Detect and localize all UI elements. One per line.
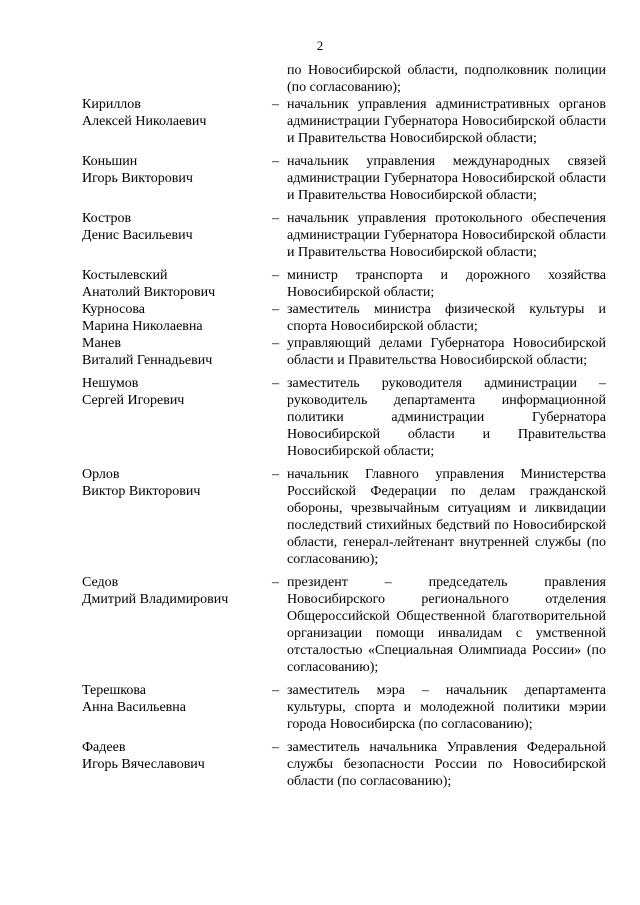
list-item bbox=[82, 301, 606, 335]
person-name bbox=[82, 682, 262, 716]
person-position: начальник управления административных органов администрации Губернатора Новосибирской области и Правительства Новосибирской области; bbox=[287, 97, 606, 146]
list-item bbox=[82, 96, 606, 147]
person-surname: Терешкова bbox=[82, 683, 146, 698]
person-first-name: Дмитрий Владимирович bbox=[82, 592, 229, 607]
person-position: президент – председатель правления Новосибирского регионального отделения Общероссийской Общественной благотворительной организации помощи инвалидам с умственной отсталостью «Специальная Олимпиада России» (по согласованию); bbox=[287, 575, 606, 675]
list-item bbox=[82, 574, 606, 676]
person-position: управляющий делами Губернатора Новосибирской области и Правительства Новосибирской области; bbox=[287, 336, 606, 368]
person-position: заместитель начальника Управления Федеральной службы безопасности России по Новосибирской области (по согласованию); bbox=[287, 740, 606, 789]
person-first-name: Марина Николаевна bbox=[82, 319, 203, 334]
list-item bbox=[82, 375, 606, 460]
dash-separator: – bbox=[272, 575, 279, 590]
person-name bbox=[82, 335, 262, 369]
dash-separator: – bbox=[272, 376, 279, 391]
dash-separator: – bbox=[272, 740, 279, 755]
person-name bbox=[82, 739, 262, 773]
list-item bbox=[82, 682, 606, 733]
dash-separator: – bbox=[272, 467, 279, 482]
person-surname: Коньшин bbox=[82, 154, 138, 169]
person-position: заместитель руководителя администрации – руководитель департамента информационной политики администрации Губернатора Новосибирской области и Правительства Новосибирской области; bbox=[287, 376, 606, 459]
person-first-name: Игорь Викторович bbox=[82, 171, 193, 186]
person-surname: Фадеев bbox=[82, 740, 126, 755]
person-surname: Курносова bbox=[82, 302, 145, 317]
page-number: 2 bbox=[316, 38, 324, 53]
person-name bbox=[82, 301, 262, 335]
person-position: заместитель мэра – начальник департамента культуры, спорта и молодежной политики мэрии города Новосибирска (по согласованию); bbox=[287, 683, 606, 732]
person-first-name: Виктор Викторович bbox=[82, 484, 201, 499]
person-first-name: Алексей Николаевич bbox=[82, 114, 207, 129]
person-name bbox=[82, 466, 262, 500]
dash-separator: – bbox=[272, 154, 279, 169]
list-item bbox=[82, 466, 606, 568]
person-name bbox=[82, 210, 262, 244]
person-name bbox=[82, 153, 262, 187]
person-first-name: Сергей Игоревич bbox=[82, 393, 185, 408]
person-surname: Манев bbox=[82, 336, 121, 351]
person-first-name: Денис Васильевич bbox=[82, 228, 193, 243]
person-name bbox=[82, 267, 262, 301]
person-surname: Костылевский bbox=[82, 268, 168, 283]
person-surname: Орлов bbox=[82, 467, 120, 482]
dash-separator: – bbox=[272, 211, 279, 226]
dash-separator: – bbox=[272, 268, 279, 283]
person-name bbox=[82, 96, 262, 130]
list-item bbox=[82, 153, 606, 204]
dash-separator: – bbox=[272, 302, 279, 317]
person-surname: Седов bbox=[82, 575, 119, 590]
member-list bbox=[82, 62, 606, 790]
person-position: заместитель министра физической культуры и спорта Новосибирской области; bbox=[287, 302, 606, 334]
person-surname: Костров bbox=[82, 211, 132, 226]
list-item bbox=[82, 739, 606, 790]
dash-separator: – bbox=[272, 683, 279, 698]
person-first-name: Анатолий Викторович bbox=[82, 285, 216, 300]
list-item bbox=[82, 267, 606, 301]
person-position: начальник управления протокольного обеспечения администрации Губернатора Новосибирской области и Правительства Новосибирской области; bbox=[287, 211, 606, 260]
person-name bbox=[82, 574, 262, 608]
person-first-name: Виталий Геннадьевич bbox=[82, 353, 213, 368]
dash-separator: – bbox=[272, 97, 279, 112]
person-name bbox=[82, 375, 262, 409]
person-first-name: Игорь Вячеславович bbox=[82, 757, 205, 772]
person-surname: Кириллов bbox=[82, 97, 141, 112]
person-surname: Нешумов bbox=[82, 376, 139, 391]
person-position: начальник Главного управления Министерства Российской Федерации по делам гражданской обороны, чрезвычайным ситуациям и ликвидации последствий стихийных бедствий по Новосибирской области, генерал-лейтенант внутренней службы (по согласованию); bbox=[287, 467, 606, 567]
person-position: министр транспорта и дорожного хозяйства Новосибирской области; bbox=[287, 268, 606, 300]
list-item bbox=[82, 210, 606, 261]
continuation-text: по Новосибирской области, подполковник полиции (по согласованию); bbox=[287, 63, 606, 95]
person-position: начальник управления международных связей администрации Губернатора Новосибирской области и Правительства Новосибирской области; bbox=[287, 154, 606, 203]
person-first-name: Анна Васильевна bbox=[82, 700, 186, 715]
dash-separator: – bbox=[272, 336, 279, 351]
list-item bbox=[82, 335, 606, 369]
